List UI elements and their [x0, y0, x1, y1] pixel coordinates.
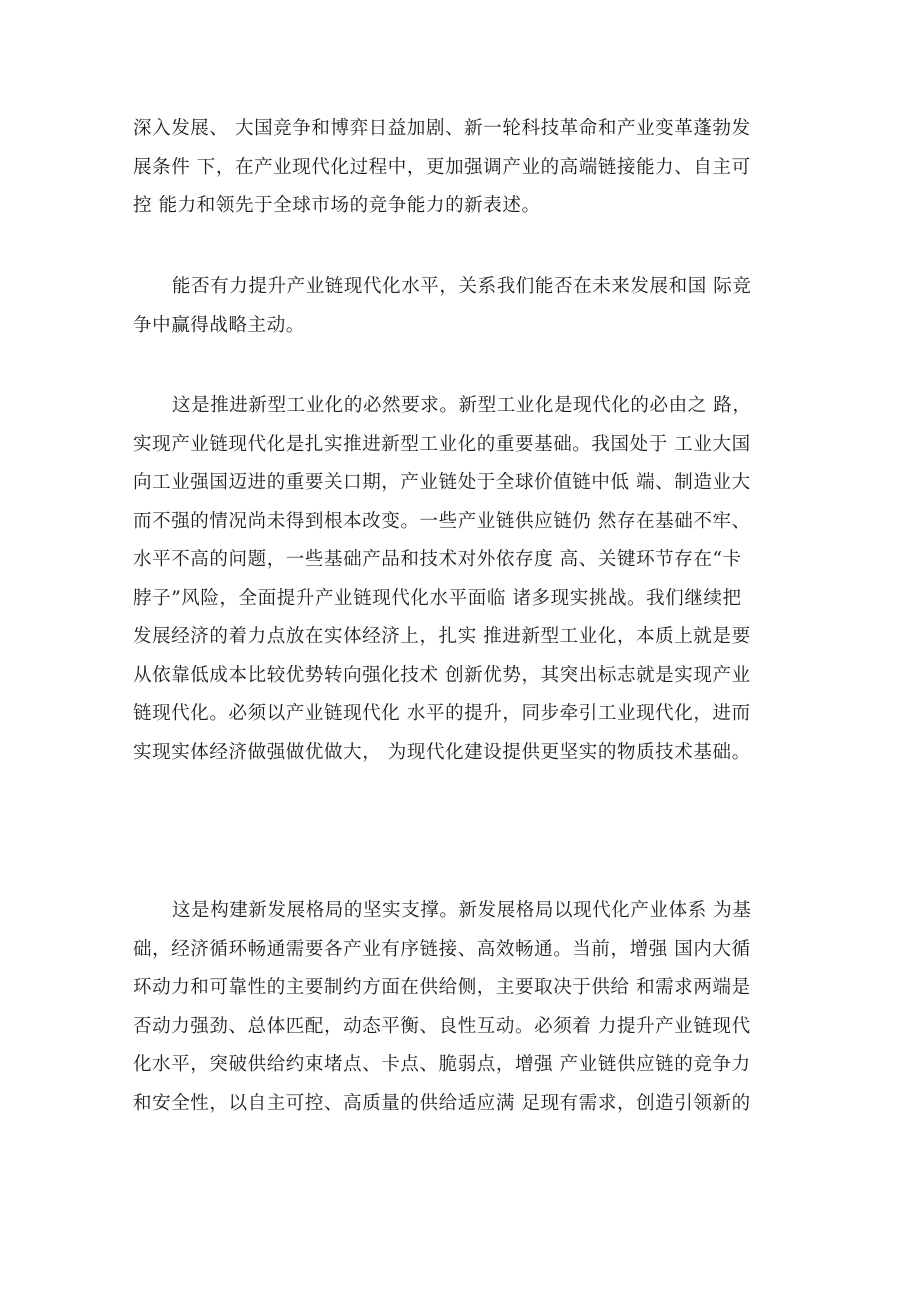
text-line: 发展经济的着力点放在实体经济上，扎实 推进新型工业化，本质上就是要: [133, 626, 751, 647]
text-line: 础，经济循环畅通需要各产业有序链接、高效畅通。当前，增强 国内大循: [133, 938, 751, 960]
paragraph: [133, 268, 793, 345]
paragraph: [133, 892, 793, 1123]
text-line: 环动力和可靠性的主要制约方面在供给侧，主要取决于供给 和需求两端是: [133, 977, 751, 998]
text-line: 化水平，突破供给约束堵点、卡点、脆弱点，增强 产业链供应链的竞争力: [133, 1054, 751, 1075]
text-line: 这是构建新发展格局的坚实支撑。新发展格局以现代化产业体系 为基: [172, 900, 752, 921]
text-line: 否动力强劲、总体匹配，动态平衡、良性互动。必须着 力提升产业链现代: [133, 1015, 751, 1037]
text-line: 和安全性，以自主可控、高质量的供给适应满 足现有需求，创造引领新的: [133, 1092, 751, 1114]
text-line: 而不强的情况尚未得到根本改变。一些产业链供应链仍 然存在基础不牢、: [133, 510, 751, 532]
text-line: 实现产业链现代化是扎实推进新型工业化的重要基础。我国处于 工业大国: [133, 433, 751, 455]
text-line: 争中赢得战略主动。: [133, 314, 305, 336]
text-line: 能否有力提升产业链现代化水平，关系我们能否在未来发展和国 际竞: [172, 276, 752, 297]
text-line: 深入发展、 大国竞争和博弈日益加剧、新一轮科技革命和产业变革蓬勃发: [133, 118, 751, 139]
text-line: 脖子”风险，全面提升产业链现代化水平面临 诸多现实挑战。我们继续把: [133, 587, 742, 609]
paragraph: [133, 387, 793, 772]
text-line: 水平不高的问题，一些基础产品和技术对外依存度 高、关键环节存在“卡: [133, 549, 742, 570]
paragraph: [133, 110, 793, 226]
text-line: 链现代化。必须以产业链现代化 水平的提升，同步牵引工业现代化，进而: [133, 703, 751, 724]
text-line: 展条件 下，在产业现代化过程中，更加强调产业的高端链接能力、自主可: [133, 156, 751, 178]
text-line: 实现实体经济做强做优做大， 为现代化建设提供更坚实的物质技术基础。: [133, 741, 751, 763]
text-line: 向工业强国迈进的重要关口期，产业链处于全球价值链中低 端、制造业大: [133, 472, 751, 493]
text-line: 这是推进新型工业化的必然要求。新型工业化是现代化的必由之 路，: [172, 395, 752, 416]
text-line: 从依靠低成本比较优势转向强化技术 创新优势，其突出标志就是实现产业: [133, 664, 751, 686]
text-line: 控 能力和领先于全球市场的竞争能力的新表述。: [133, 195, 541, 216]
